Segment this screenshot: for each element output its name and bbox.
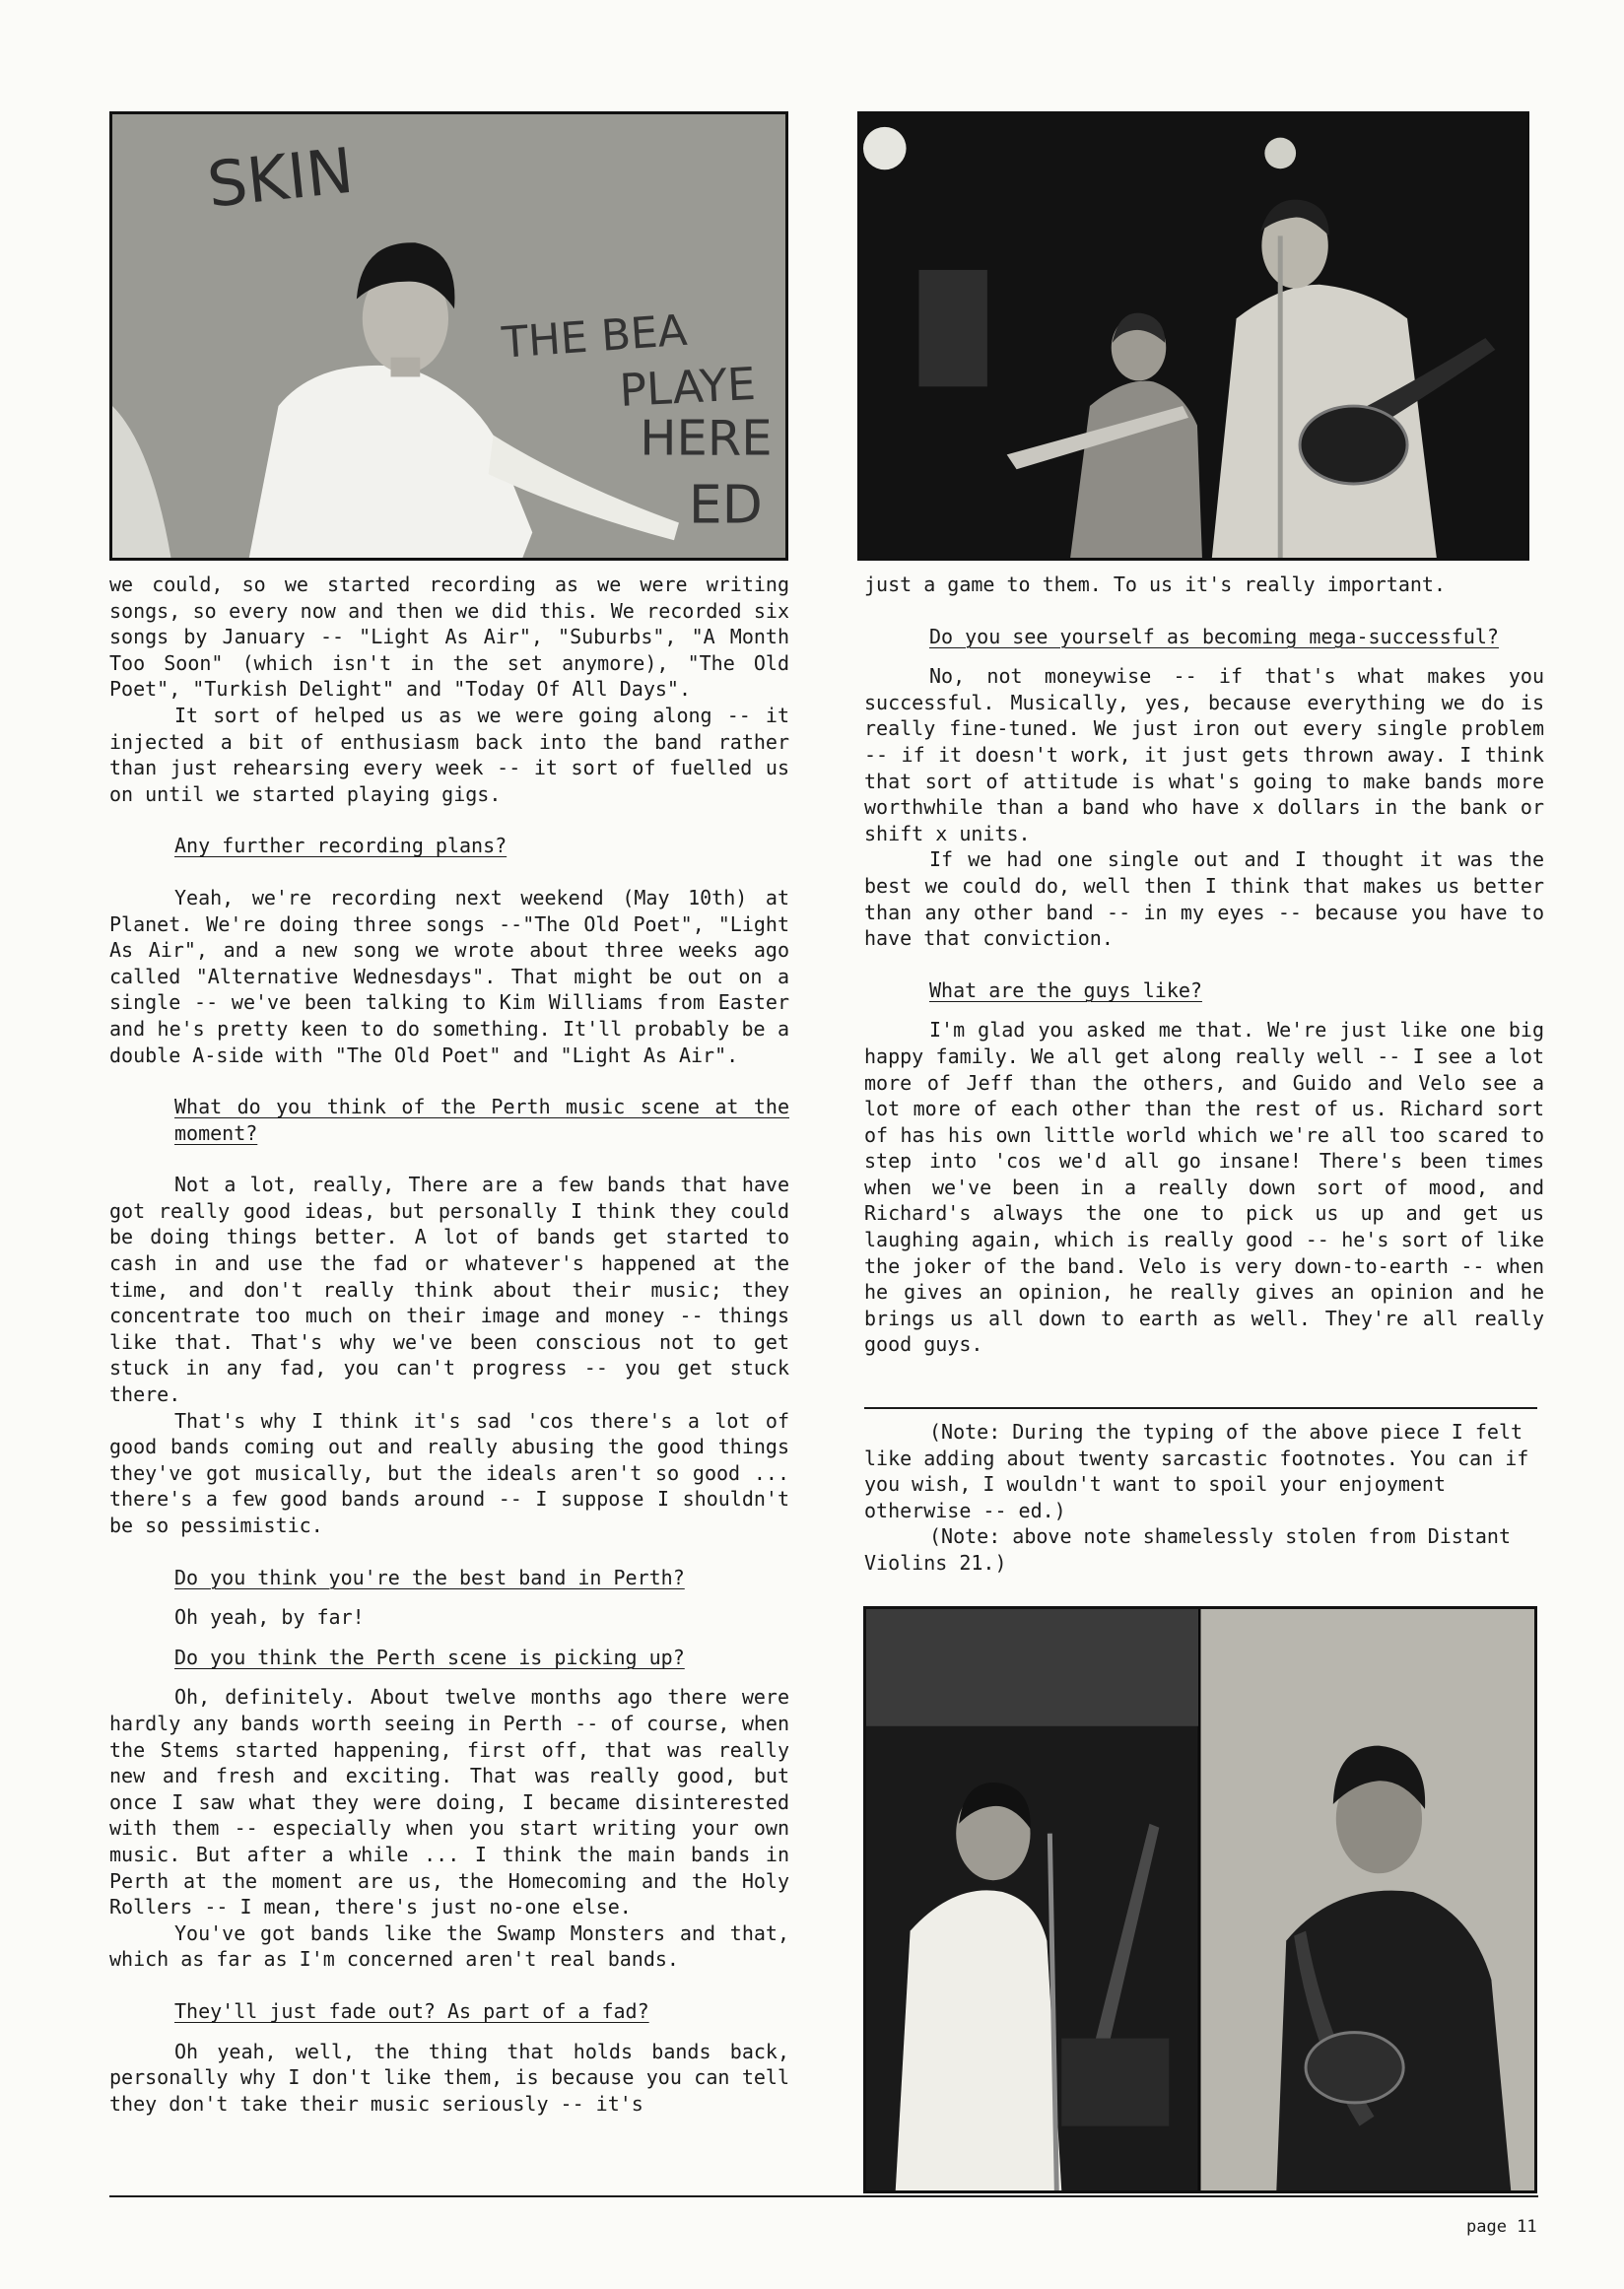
graffiti-playe: PLAYE bbox=[618, 358, 758, 418]
paragraph: It sort of helped us as we were going along -- it injected a bit of enthusiasm back into the band rather than just rehearsing every week -- it sort of fuelled us on until we started playing gigs. bbox=[109, 703, 789, 806]
photo-band-on-stage bbox=[857, 111, 1529, 561]
paragraph: Oh yeah, by far! bbox=[174, 1605, 365, 1630]
photo-singer-and-guitarist bbox=[863, 1606, 1537, 2193]
divider-rule bbox=[864, 1407, 1537, 1409]
graffiti-here: HERE bbox=[640, 409, 773, 467]
paragraph: just a game to them. To us it's really important. bbox=[864, 572, 1447, 596]
interview-question: What are the guys like? bbox=[929, 977, 1202, 1002]
page-number: page 11 bbox=[1466, 2217, 1537, 2237]
photo-singer-graffiti-wall bbox=[109, 111, 788, 561]
paragraph: Yeah, we're recording next weekend (May 10th) at Planet. We're doing three songs --"The Old Poet", "Light As Air", and a new song we wrote about three weeks ago called "Alternative Wednesdays". That might be out on a single -- we've been talking to Kim Williams from Easter and he's pretty keen to do something. It'll probably be a double A-side with "The Old Poet" and "Light As Air". bbox=[109, 885, 789, 1067]
left-column bbox=[109, 572, 789, 2117]
interview-question: Do you think you're the best band in Perth? bbox=[174, 1565, 685, 1589]
note-paragraph: (Note: During the typing of the above piece I felt like adding about twenty sarcastic footnotes. You can if you wish, I wouldn't want to spoil your enjoyment otherwise -- ed.) bbox=[864, 1420, 1529, 1522]
bottom-rule bbox=[109, 2195, 1538, 2197]
paragraph: Oh yeah, well, the thing that holds bands back, personally why I don't like them, is because you can tell they don't take their music seriously -- it's bbox=[109, 2039, 789, 2116]
right-column bbox=[864, 572, 1544, 1358]
paragraph: If we had one single out and I thought it was the best we could do, well then I think that makes us better than any other band -- in my eyes -- because you have to have that conviction. bbox=[864, 847, 1544, 951]
paragraph: Oh, definitely. About twelve months ago there were hardly any bands worth seeing in Perth -- of course, when the Stems started happening, first off, that was really new and fresh and exciting. That was really good, but once I saw what they were doing, I became disinterested with them -- especially when you start writing your own music. But after a while ... I think the main bands in Perth at the moment are us, the Homecoming and the Holy Rollers -- I mean, there's just no-one else. bbox=[109, 1685, 789, 1919]
graffiti-skin: SKIN bbox=[203, 133, 357, 222]
graffiti-the-bea: THE BEA bbox=[500, 305, 689, 369]
editor-note bbox=[864, 1419, 1544, 1577]
interview-question: Do you think the Perth scene is picking up? bbox=[174, 1645, 685, 1669]
paragraph: That's why I think it's sad 'cos there's a lot of good bands coming out and really abusing the good things they've got musically, but the ideals aren't so good ... there's a few good bands around -- I suppose I shouldn't be so pessimistic. bbox=[109, 1408, 789, 1537]
interview-question: What do you think of the Perth music scene at the moment? bbox=[174, 1095, 789, 1145]
interview-question: They'll just fade out? As part of a fad? bbox=[174, 1998, 649, 2023]
paragraph: I'm glad you asked me that. We're just like one big happy family. We all get along really well -- I see a lot more of Jeff than the others, and Guido and Velo see a lot more of each other than the rest of us. Richard sort of has his own little world which we're all too scared to step into 'cos we'd all go insane! There's been times when we've been in a really down sort of mood, and Richard's always the one to pick us up and get us laughing again, which is really good -- he's sort of like the joker of the band. Velo is very down-to-earth -- when he gives an opinion, he really gives an opinion and he brings us all down to earth as well. They're all really good guys. bbox=[864, 1018, 1544, 1357]
paragraph: No, not moneywise -- if that's what makes you successful. Musically, yes, because everything we do is really fine-tuned. We just iron out every single problem -- if it doesn't work, it just gets thrown away. I think that sort of attitude is what's going to make bands more worthwhile than a band who have x dollars in the bank or shift x units. bbox=[864, 664, 1544, 845]
note-paragraph: (Note: above note shamelessly stolen from Distant Violins 21.) bbox=[864, 1524, 1512, 1575]
graffiti-ed: ED bbox=[688, 473, 763, 536]
interview-question: Any further recording plans? bbox=[174, 834, 508, 858]
interview-question: Do you see yourself as becoming mega-successful? bbox=[929, 624, 1499, 648]
paragraph: You've got bands like the Swamp Monsters and that, which as far as I'm concerned aren't real bands. bbox=[109, 1920, 789, 1972]
paragraph: we could, so we started recording as we were writing songs, so every now and then we did this. We recorded six songs by January -- "Light As Air", "Suburbs", "A Month Too Soon" (which isn't in the set anymore), "The Old Poet", "Turkish Delight" and "Today Of All Days". bbox=[109, 572, 789, 702]
paragraph: Not a lot, really, There are a few bands that have got really good ideas, but personally I think they could be doing things better. A lot of bands get started to cash in and use the fad or whatever's happened at the time, and don't really think about their music; they concentrate too much on their image and money -- things like that. That's why we've been conscious not to get stuck in any fad, you can't progress -- you get stuck there. bbox=[109, 1173, 789, 1407]
